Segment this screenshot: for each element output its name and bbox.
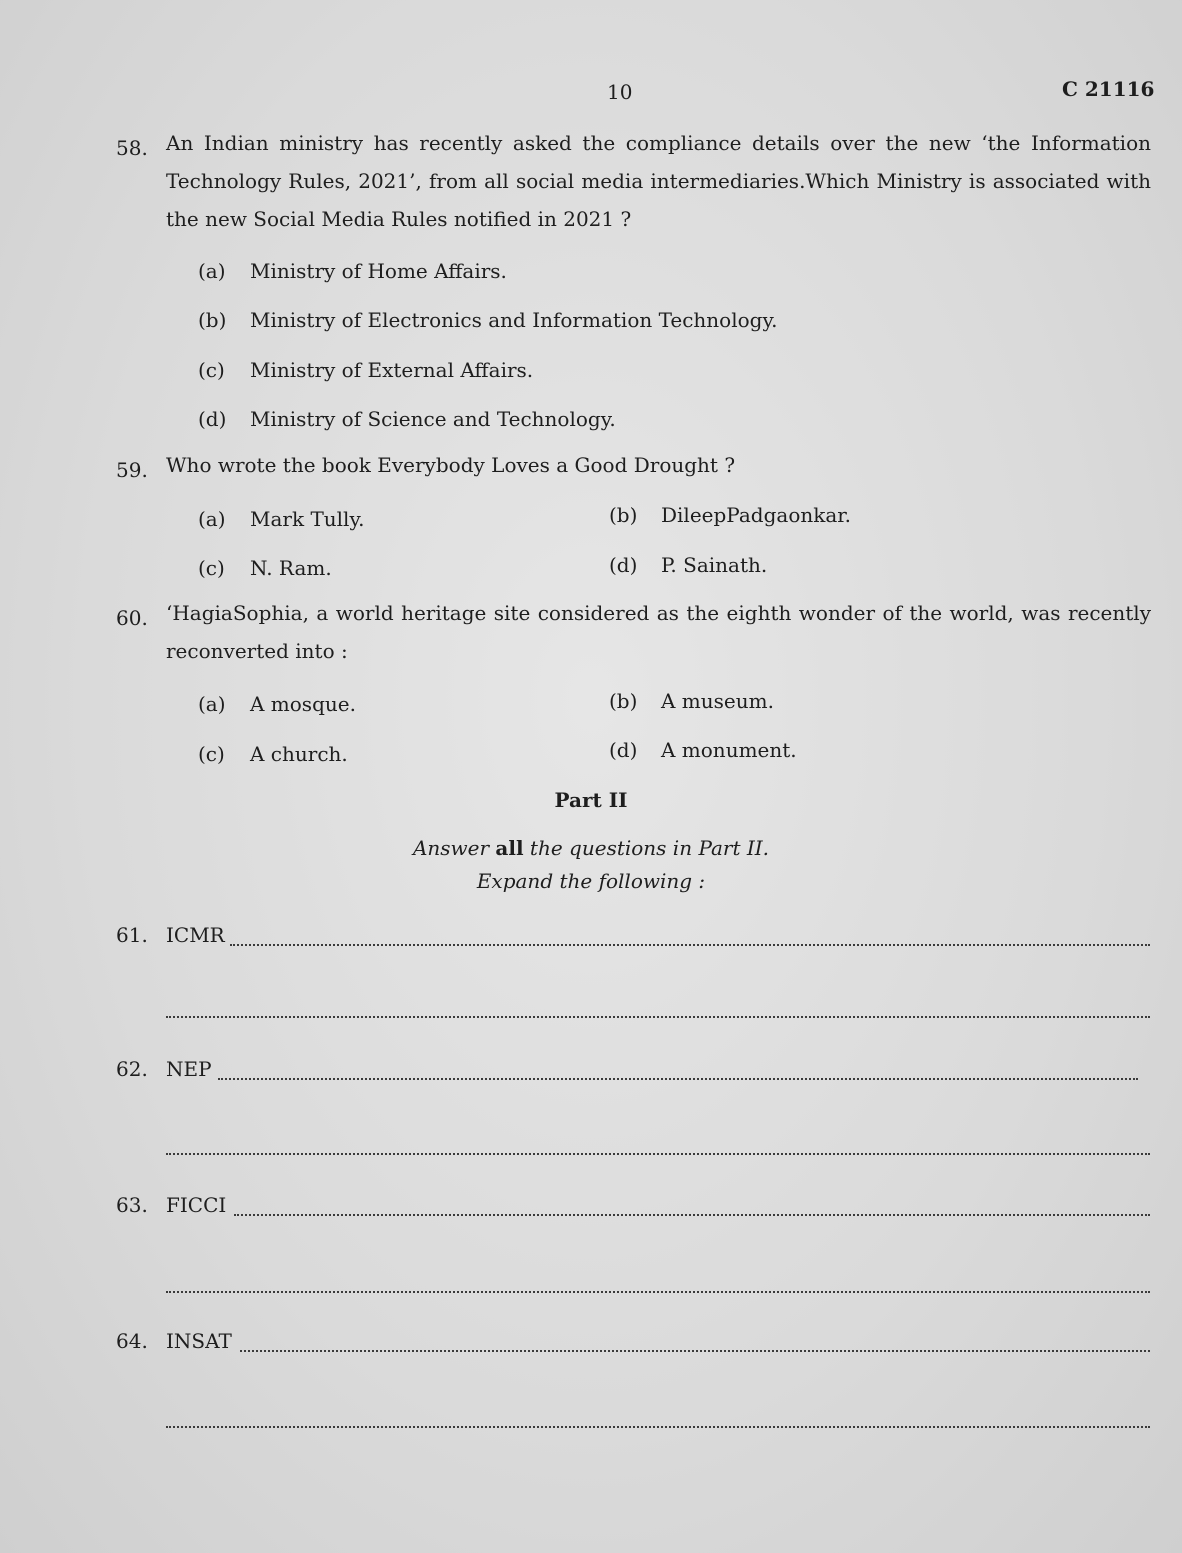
instruction-pre: Answer [412, 836, 496, 860]
option-text: A monument. [661, 738, 797, 762]
question-59-option-c [198, 556, 332, 580]
question-58-text [166, 124, 1151, 238]
option-text: Ministry of Science and Technology. [250, 407, 616, 431]
question-60-option-b [609, 689, 774, 713]
answer-line[interactable] [166, 1153, 1150, 1155]
question-63-term: FICCI [166, 1193, 227, 1217]
part-instruction [0, 836, 1182, 860]
option-text: N. Ram. [250, 556, 332, 580]
question-58-line-3: the new Social Media Rules notified in 2021 ? [166, 207, 632, 231]
question-60-line-2: reconverted into : [166, 639, 348, 663]
answer-line[interactable] [218, 1078, 1138, 1080]
part-title: Part II [554, 788, 628, 812]
question-62-term: NEP [166, 1057, 212, 1081]
question-59-option-d [609, 553, 767, 577]
option-text: Ministry of Electronics and Information Technology. [250, 308, 778, 332]
question-58-line-1: An Indian ministry has recently asked the compliance details over the new ‘the Information [166, 131, 1151, 155]
question-60-text [166, 594, 1151, 670]
instruction-bold: all [495, 836, 524, 860]
question-61-number: 61. [116, 923, 148, 947]
option-text: Ministry of External Affairs. [250, 358, 534, 382]
page-number: 10 [607, 80, 633, 104]
option-label: (c) [198, 358, 225, 382]
option-label: (d) [198, 407, 227, 431]
answer-line[interactable] [166, 1426, 1150, 1428]
question-63-number: 63. [116, 1193, 148, 1217]
instruction-post: the questions in Part II. [523, 836, 770, 860]
question-59-option-b [609, 503, 851, 527]
option-label: (a) [198, 692, 226, 716]
question-58-line-2: Technology Rules, 2021’, from all social media intermediaries.Which Ministry is associated with [166, 169, 1151, 193]
question-62-number: 62. [116, 1057, 148, 1081]
option-label: (a) [198, 259, 226, 283]
question-61-term: ICMR [166, 923, 225, 947]
question-58-option-b [198, 308, 777, 332]
option-text: A mosque. [250, 692, 356, 716]
question-59-text: Who wrote the book Everybody Loves a Good Drought ? [166, 453, 736, 477]
question-58-number: 58. [116, 136, 148, 160]
question-58-option-c [198, 358, 533, 382]
question-58-option-a [198, 259, 507, 283]
question-60-line-1: ‘HagiaSophia, a world heritage site considered as the eighth wonder of the world, was recently [166, 601, 1151, 625]
option-label: (d) [609, 553, 638, 577]
option-label: (b) [609, 503, 638, 527]
question-64-term: INSAT [166, 1329, 232, 1353]
option-text: A church. [250, 742, 348, 766]
answer-line[interactable] [166, 1291, 1150, 1293]
question-58-option-d [198, 407, 616, 431]
answer-line[interactable] [230, 944, 1150, 946]
answer-line[interactable] [166, 1016, 1150, 1018]
option-text: DileepPadgaonkar. [661, 503, 851, 527]
option-text: Ministry of Home Affairs. [250, 259, 507, 283]
option-text: A museum. [661, 689, 774, 713]
part-subinstruction: Expand the following : [476, 869, 706, 893]
option-label: (b) [609, 689, 638, 713]
option-label: (d) [609, 738, 638, 762]
question-60-number: 60. [116, 606, 148, 630]
question-59-number: 59. [116, 458, 148, 482]
question-60-option-a [198, 692, 356, 716]
option-text: P. Sainath. [661, 553, 768, 577]
option-label: (c) [198, 556, 225, 580]
question-64-number: 64. [116, 1329, 148, 1353]
question-60-option-d [609, 738, 797, 762]
question-59-option-a [198, 507, 364, 531]
option-text: Mark Tully. [250, 507, 365, 531]
paper-code: C 21116 [1062, 77, 1155, 101]
question-60-option-c [198, 742, 348, 766]
option-label: (a) [198, 507, 226, 531]
answer-line[interactable] [234, 1214, 1150, 1216]
option-label: (b) [198, 308, 227, 332]
option-label: (c) [198, 742, 225, 766]
answer-line[interactable] [240, 1350, 1150, 1352]
